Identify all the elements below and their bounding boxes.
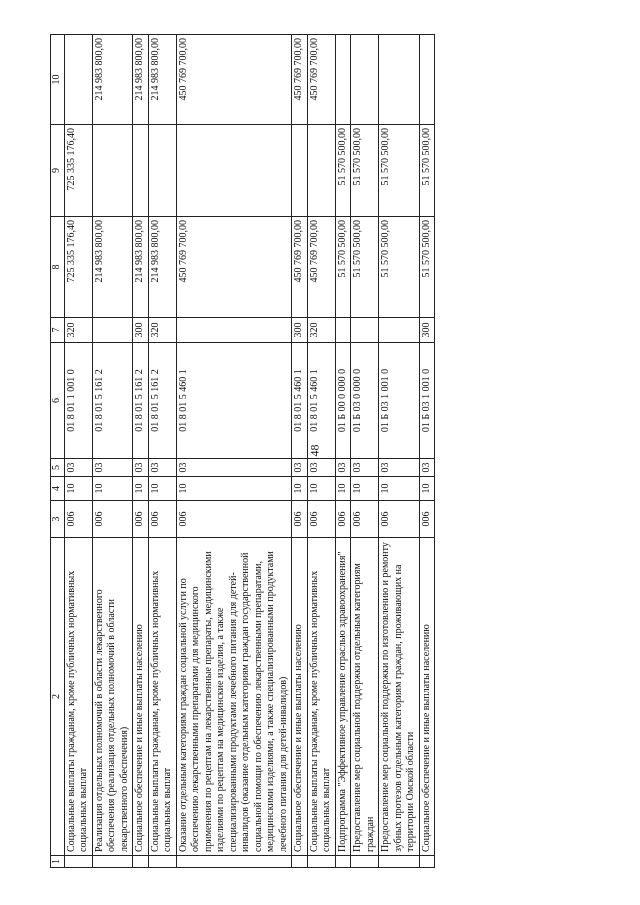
expense-type-cell	[335, 318, 351, 343]
target-article-cell: 01 8 01 5 460 1	[292, 343, 308, 459]
amount-federal-cell: 214 983 800,00	[133, 35, 149, 125]
section-cell: 10	[176, 477, 292, 501]
expense-type-cell: 320	[64, 318, 92, 343]
ministry-code-cell: 006	[419, 501, 435, 538]
subsection-cell: 03	[419, 459, 435, 477]
expense-type-cell	[92, 318, 133, 343]
total-amount-cell: 214 983 800,00	[92, 217, 133, 318]
amount-federal-cell	[351, 35, 379, 125]
amount-federal-cell	[335, 35, 351, 125]
column-header: 9	[51, 125, 65, 217]
budget-table	[50, 34, 435, 868]
amount-cell	[133, 125, 149, 217]
table-row	[379, 35, 420, 868]
description-cell: Подпрограмма "Эффективное управление отраслью здравоохранения"	[335, 538, 351, 856]
subsection-cell: 03	[292, 459, 308, 477]
row-index-cell	[335, 856, 351, 868]
table-body	[51, 35, 435, 868]
table-row	[307, 35, 335, 868]
column-header: 1	[51, 856, 65, 868]
table-row	[133, 35, 149, 868]
row-index-cell	[419, 856, 435, 868]
subsection-cell: 03	[133, 459, 149, 477]
column-number-row	[51, 35, 65, 868]
subsection-cell: 03	[307, 459, 335, 477]
expense-type-cell	[351, 318, 379, 343]
section-cell: 10	[133, 477, 149, 501]
amount-federal-cell: 450 769 700,00	[307, 35, 335, 125]
total-amount-cell: 450 769 700,00	[307, 217, 335, 318]
table-row	[176, 35, 292, 868]
description-cell: Реализация отдельных полномочий в области лекарственного обеспечения (реализация отдельных полномочий в области лекарственного обеспечения)	[92, 538, 133, 856]
expense-type-cell: 320	[148, 318, 176, 343]
target-article-cell: 01 8 01 1 001 0	[64, 343, 92, 459]
total-amount-cell: 51 570 500,00	[379, 217, 420, 318]
ministry-code-cell: 006	[351, 501, 379, 538]
target-article-cell: 01 8 01 5 161 2	[133, 343, 149, 459]
subsection-cell: 03	[92, 459, 133, 477]
ministry-code-cell: 006	[379, 501, 420, 538]
description-cell: Социальные выплаты гражданам, кроме публичных нормативных социальных выплат	[148, 538, 176, 856]
total-amount-cell: 214 983 800,00	[148, 217, 176, 318]
subsection-cell: 03	[379, 459, 420, 477]
description-cell: Социальные выплаты гражданам, кроме публичных нормативных социальных выплат	[64, 538, 92, 856]
table-row	[292, 35, 308, 868]
row-index-cell	[379, 856, 420, 868]
target-article-cell: 01 8 01 5 460 1	[307, 343, 335, 459]
amount-federal-cell	[64, 35, 92, 125]
ministry-code-cell: 006	[64, 501, 92, 538]
table-row	[92, 35, 133, 868]
subsection-cell: 03	[335, 459, 351, 477]
subsection-cell: 03	[176, 459, 292, 477]
amount-federal-cell	[379, 35, 420, 125]
row-index-cell	[148, 856, 176, 868]
total-amount-cell: 450 769 700,00	[292, 217, 308, 318]
ministry-code-cell: 006	[176, 501, 292, 538]
amount-cell: 51 570 500,00	[351, 125, 379, 217]
column-header: 3	[51, 501, 65, 538]
row-index-cell	[307, 856, 335, 868]
description-cell: Предоставление мер социальной поддержки отдельным категориям граждан	[351, 538, 379, 856]
page-number: 48	[307, 444, 322, 457]
amount-cell: 51 570 500,00	[379, 125, 420, 217]
description-cell: Социальные выплаты гражданам, кроме публичных нормативных социальных выплат	[307, 538, 335, 856]
amount-cell	[92, 125, 133, 217]
section-cell: 10	[351, 477, 379, 501]
row-index-cell	[176, 856, 292, 868]
table-row	[148, 35, 176, 868]
row-index-cell	[351, 856, 379, 868]
target-article-cell: 01 Б 03 1 001 0	[419, 343, 435, 459]
ministry-code-cell: 006	[133, 501, 149, 538]
target-article-cell: 01 Б 00 0 000 0	[335, 343, 351, 459]
row-index-cell	[64, 856, 92, 868]
expense-type-cell: 300	[133, 318, 149, 343]
ministry-code-cell: 006	[292, 501, 308, 538]
row-index-cell	[133, 856, 149, 868]
section-cell: 10	[92, 477, 133, 501]
amount-federal-cell: 214 983 800,00	[92, 35, 133, 125]
amount-federal-cell: 450 769 700,00	[292, 35, 308, 125]
target-article-cell: 01 Б 03 1 001 0	[379, 343, 420, 459]
expense-type-cell: 300	[292, 318, 308, 343]
ministry-code-cell: 006	[335, 501, 351, 538]
table-row	[64, 35, 92, 868]
table-row	[335, 35, 351, 868]
amount-federal-cell: 214 983 800,00	[148, 35, 176, 125]
subsection-cell: 03	[64, 459, 92, 477]
column-header: 5	[51, 459, 65, 477]
amount-cell	[176, 125, 292, 217]
target-article-cell: 01 Б 03 0 000 0	[351, 343, 379, 459]
column-header: 2	[51, 538, 65, 856]
description-cell: Социальное обеспечение и иные выплаты населению	[292, 538, 308, 856]
expense-type-cell: 300	[419, 318, 435, 343]
amount-cell	[292, 125, 308, 217]
total-amount-cell: 214 983 800,00	[133, 217, 149, 318]
section-cell: 10	[292, 477, 308, 501]
table-row	[351, 35, 379, 868]
section-cell: 10	[307, 477, 335, 501]
budget-table-container	[50, 35, 583, 868]
amount-cell	[148, 125, 176, 217]
column-header: 4	[51, 477, 65, 501]
column-header: 6	[51, 343, 65, 459]
section-cell: 10	[335, 477, 351, 501]
section-cell: 10	[419, 477, 435, 501]
ministry-code-cell: 006	[148, 501, 176, 538]
total-amount-cell: 725 335 176,40	[64, 217, 92, 318]
amount-federal-cell: 450 769 700,00	[176, 35, 292, 125]
section-cell: 10	[379, 477, 420, 501]
expense-type-cell	[379, 318, 420, 343]
ministry-code-cell: 006	[307, 501, 335, 538]
target-article-cell: 01 8 01 5 161 2	[148, 343, 176, 459]
description-cell: Предоставление мер социальной поддержки по изготовлению и ремонту зубных протезов отдельным категориям граждан, проживающих на территории Омской области	[379, 538, 420, 856]
column-header: 8	[51, 217, 65, 318]
expense-type-cell: 320	[307, 318, 335, 343]
subsection-cell: 03	[148, 459, 176, 477]
target-article-cell: 01 8 01 5 161 2	[92, 343, 133, 459]
total-amount-cell: 51 570 500,00	[351, 217, 379, 318]
description-cell: Социальное обеспечение и иные выплаты населению	[419, 538, 435, 856]
row-index-cell	[92, 856, 133, 868]
expense-type-cell	[176, 318, 292, 343]
amount-cell	[307, 125, 335, 217]
section-cell: 10	[148, 477, 176, 501]
table-row	[419, 35, 435, 868]
section-cell: 10	[64, 477, 92, 501]
column-header: 10	[51, 35, 65, 125]
amount-cell: 51 570 500,00	[335, 125, 351, 217]
description-cell: Оказание отдельным категориям граждан социальной услуги по обеспечению лекарственными препаратами для медицинского применения по рецептам на лекарственные препараты, медицинскими изделиями по рецептам на медицинские изделия, а также специализированными продуктами лечебного питания для детей-инвалидов (оказание отдельным категориям граждан государственной социальной помощи по обеспечению лекарственными препаратами, медицинскими изделиями, а также специализированными продуктами лечебного питания для детей-инвалидов)	[176, 538, 292, 856]
amount-cell: 51 570 500,00	[419, 125, 435, 217]
amount-federal-cell	[419, 35, 435, 125]
subsection-cell: 03	[351, 459, 379, 477]
ministry-code-cell: 006	[92, 501, 133, 538]
amount-cell: 725 335 176,40	[64, 125, 92, 217]
description-cell: Социальное обеспечение и иные выплаты населению	[133, 538, 149, 856]
column-header: 7	[51, 318, 65, 343]
target-article-cell: 01 8 01 5 460 1	[176, 343, 292, 459]
total-amount-cell: 450 769 700,00	[176, 217, 292, 318]
total-amount-cell: 51 570 500,00	[419, 217, 435, 318]
total-amount-cell: 51 570 500,00	[335, 217, 351, 318]
row-index-cell	[292, 856, 308, 868]
